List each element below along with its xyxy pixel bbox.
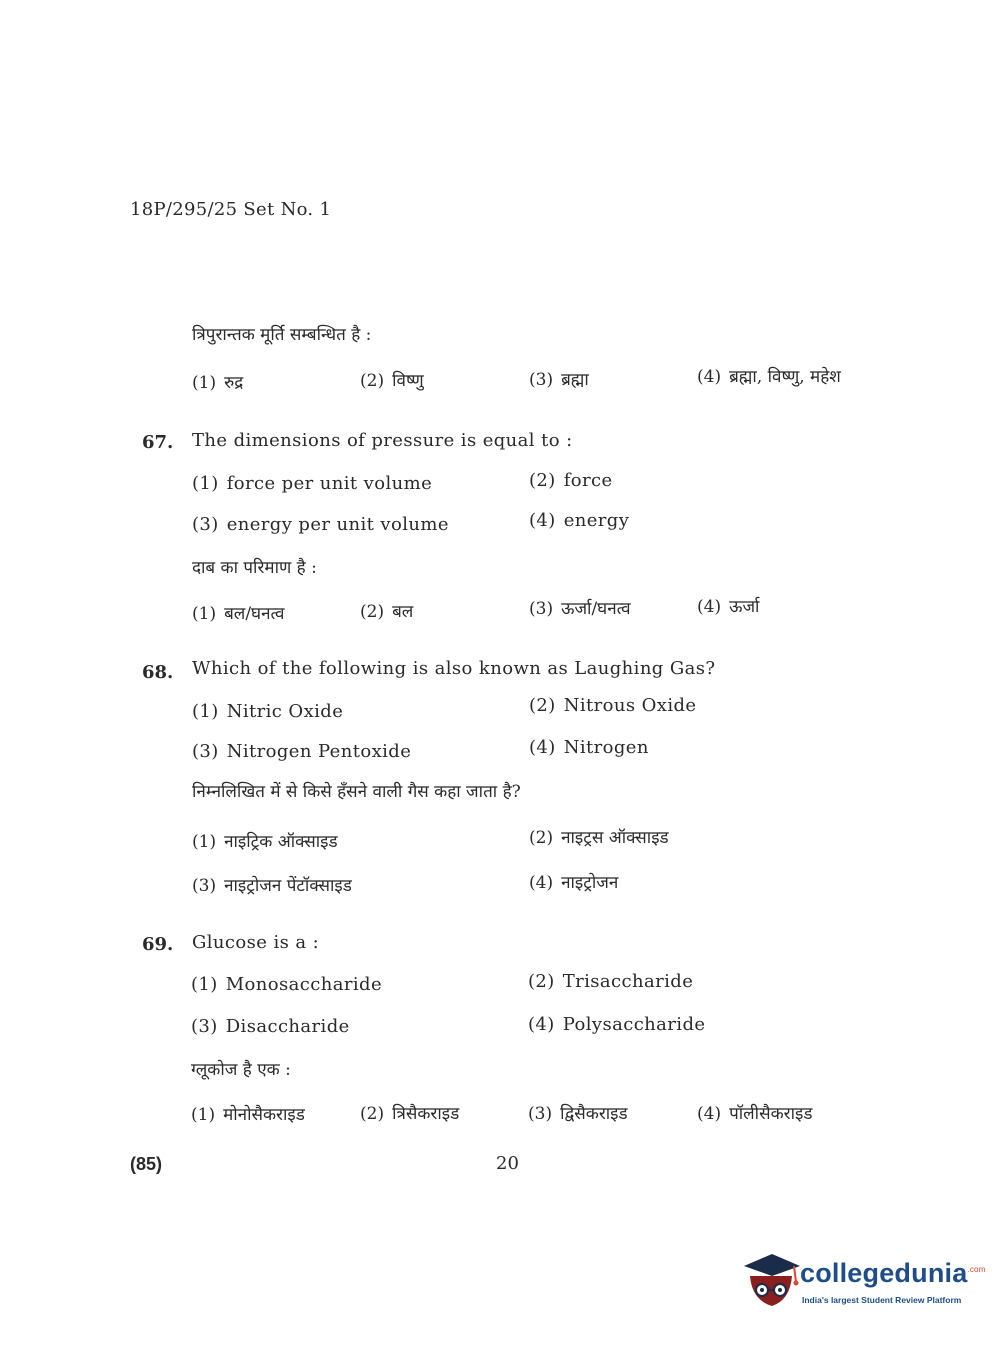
option-number: (2) bbox=[529, 470, 556, 491]
option-text: पॉलीसैकराइड bbox=[729, 1104, 813, 1124]
q69-option-4 bbox=[528, 1014, 705, 1035]
option-text: energy per unit volume bbox=[226, 514, 449, 535]
option-number: (3) bbox=[191, 1016, 218, 1037]
option-number: (4) bbox=[529, 737, 556, 758]
q67-stem: The dimensions of pressure is equal to : bbox=[192, 430, 573, 451]
option-text: Nitric Oxide bbox=[226, 701, 344, 722]
q66-hindi-option-2 bbox=[360, 368, 424, 391]
option-text: त्रिसैकराइड bbox=[392, 1104, 460, 1124]
mascot-icon bbox=[742, 1250, 802, 1312]
option-number: (4) bbox=[529, 510, 556, 531]
option-number: (4) bbox=[697, 1104, 722, 1124]
option-number: (2) bbox=[528, 971, 555, 992]
q68-hindi-option-1 bbox=[192, 829, 338, 852]
q67-number: 67. bbox=[142, 432, 174, 453]
q68-hindi-stem: निम्नलिखित में से किसे हँसने वाली गैस कहा जाता है? bbox=[192, 782, 521, 802]
option-text: ब्रह्मा bbox=[561, 370, 589, 390]
option-number: (2) bbox=[360, 371, 385, 391]
option-number: (1) bbox=[192, 373, 217, 393]
option-number: (1) bbox=[192, 832, 217, 852]
q67-hindi-option-4 bbox=[697, 594, 759, 617]
q67-option-3 bbox=[192, 514, 449, 535]
collegedunia-logo bbox=[742, 1250, 986, 1320]
option-text: Monosaccharide bbox=[225, 974, 382, 995]
q66-hindi-stem: त्रिपुरान्तक मूर्ति सम्बन्धित है : bbox=[192, 325, 372, 345]
q69-option-1 bbox=[191, 974, 382, 995]
q67-option-1 bbox=[192, 473, 432, 494]
option-number: (4) bbox=[697, 597, 722, 617]
option-text: नाइट्रोजन पेंटॉक्साइड bbox=[224, 876, 352, 896]
option-text: energy bbox=[563, 510, 630, 531]
q69-option-3 bbox=[191, 1016, 350, 1037]
logo-suffix: .com bbox=[967, 1265, 986, 1274]
option-number: (3) bbox=[529, 370, 554, 390]
footer-code: (85) bbox=[130, 1154, 163, 1174]
option-number: (3) bbox=[192, 876, 217, 896]
logo-tagline: India's largest Student Review Platform bbox=[802, 1295, 962, 1305]
q68-stem: Which of the following is also known as Laughing Gas? bbox=[192, 658, 716, 679]
q68-option-2 bbox=[529, 695, 696, 716]
logo-wordmark bbox=[800, 1258, 986, 1289]
q68-hindi-option-3 bbox=[192, 873, 352, 896]
option-number: (1) bbox=[192, 604, 217, 624]
option-text: force bbox=[563, 470, 613, 491]
q66-hindi-option-4 bbox=[697, 364, 841, 387]
q69-hindi-option-2 bbox=[360, 1101, 459, 1124]
q67-hindi-option-1 bbox=[192, 601, 285, 624]
q68-option-4 bbox=[529, 737, 649, 758]
logo-name: collegedunia bbox=[800, 1258, 968, 1288]
q67-option-2 bbox=[529, 470, 613, 491]
option-text: Nitrogen bbox=[563, 737, 649, 758]
option-text: ब्रह्मा, विष्णु, महेश bbox=[729, 367, 841, 387]
option-text: Nitrous Oxide bbox=[563, 695, 697, 716]
option-text: बल bbox=[392, 602, 414, 622]
q66-hindi-option-1 bbox=[192, 370, 243, 393]
option-text: विष्णु bbox=[392, 371, 424, 391]
option-number: (4) bbox=[697, 367, 722, 387]
option-number: (3) bbox=[192, 514, 219, 535]
q68-hindi-option-4 bbox=[529, 870, 618, 893]
option-text: Polysaccharide bbox=[562, 1014, 706, 1035]
option-number: (4) bbox=[528, 1014, 555, 1035]
option-text: द्विसैकराइड bbox=[560, 1104, 628, 1124]
option-number: (3) bbox=[528, 1104, 553, 1124]
option-number: (1) bbox=[192, 473, 219, 494]
q67-hindi-option-2 bbox=[360, 599, 413, 622]
q69-hindi-option-4 bbox=[697, 1101, 812, 1124]
option-text: Nitrogen Pentoxide bbox=[226, 741, 412, 762]
option-text: रुद्र bbox=[224, 373, 244, 393]
option-text: नाइट्रस ऑक्साइड bbox=[561, 828, 669, 848]
page-number: 20 bbox=[496, 1153, 519, 1174]
q66-hindi-option-3 bbox=[529, 367, 589, 390]
q69-number: 69. bbox=[142, 934, 174, 955]
option-number: (1) bbox=[192, 701, 219, 722]
option-text: नाइट्रोजन bbox=[561, 873, 619, 893]
q67-option-4 bbox=[529, 510, 629, 531]
q68-number: 68. bbox=[142, 662, 174, 683]
q69-hindi-option-1 bbox=[191, 1102, 305, 1125]
option-number: (2) bbox=[360, 602, 385, 622]
option-text: force per unit volume bbox=[226, 473, 433, 494]
option-text: Trisaccharide bbox=[562, 971, 694, 992]
q69-stem: Glucose is a : bbox=[192, 932, 320, 953]
option-number: (4) bbox=[529, 873, 554, 893]
option-number: (1) bbox=[191, 1105, 216, 1125]
q68-hindi-option-2 bbox=[529, 825, 669, 848]
q67-hindi-option-3 bbox=[529, 596, 631, 619]
q68-option-3 bbox=[192, 741, 411, 762]
paper-code: 18P/295/25 Set No. 1 bbox=[130, 199, 332, 220]
option-text: बल/घनत्व bbox=[224, 604, 285, 624]
option-text: ऊर्जा bbox=[729, 597, 760, 617]
q67-hindi-stem: दाब का परिमाण है : bbox=[192, 558, 317, 578]
q69-option-2 bbox=[528, 971, 693, 992]
option-number: (2) bbox=[529, 695, 556, 716]
option-text: मोनोसैकराइड bbox=[223, 1105, 305, 1125]
option-number: (2) bbox=[360, 1104, 385, 1124]
option-number: (3) bbox=[529, 599, 554, 619]
option-text: नाइट्रिक ऑक्साइड bbox=[224, 832, 338, 852]
option-number: (2) bbox=[529, 828, 554, 848]
option-text: Disaccharide bbox=[225, 1016, 350, 1037]
option-text: ऊर्जा/घनत्व bbox=[561, 599, 631, 619]
option-number: (3) bbox=[192, 741, 219, 762]
q69-hindi-option-3 bbox=[528, 1101, 628, 1124]
option-number: (1) bbox=[191, 974, 218, 995]
q69-hindi-stem: ग्लूकोज है एक : bbox=[191, 1060, 291, 1080]
q68-option-1 bbox=[192, 701, 343, 722]
